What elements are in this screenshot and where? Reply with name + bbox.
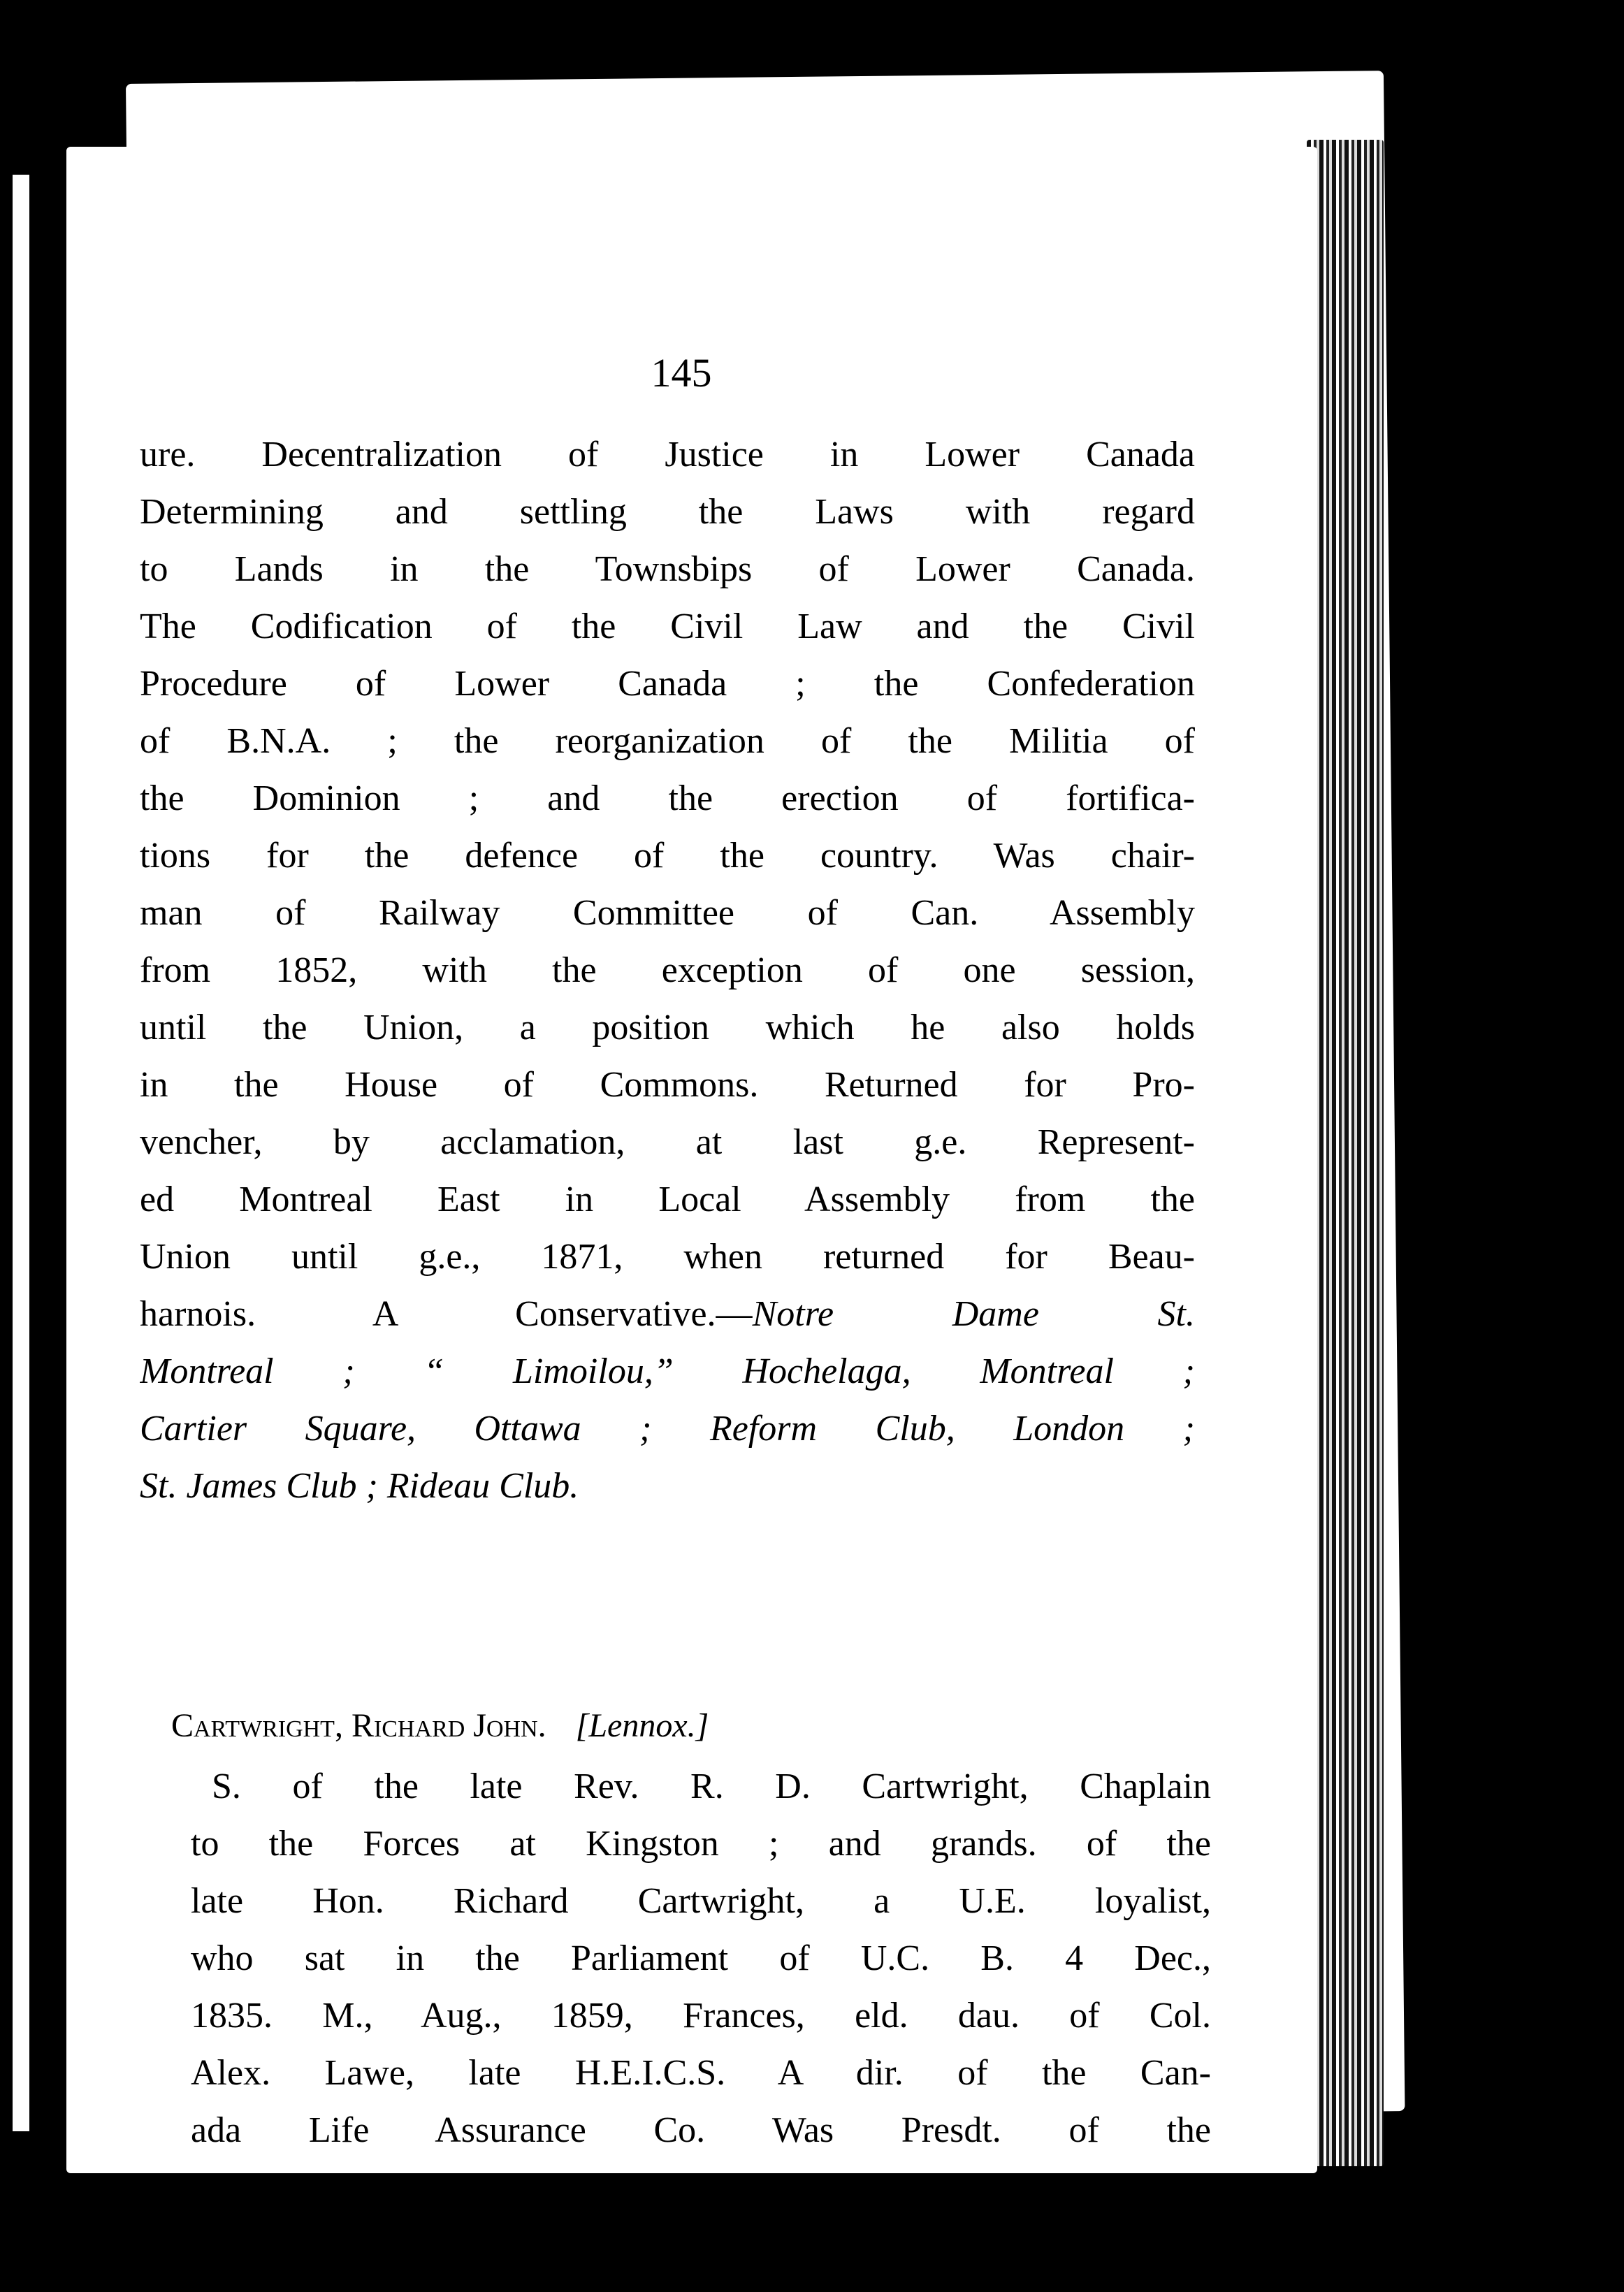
text-line: ure. Decentralization of Justice in Lower Canada xyxy=(140,435,1195,474)
text-line-start: harnois. A Conservative.— xyxy=(140,1294,753,1334)
text-line: late Hon. Richard Cartwright, a U.E. loyalist, xyxy=(191,1881,1211,1921)
member-name: Cartwright, Richard John. xyxy=(171,1707,546,1744)
text-line: the Dominion ; and the erection of fortifica- xyxy=(140,778,1195,818)
residence-line: Montreal ; “ Limoilou,” Hochelaga, Montreal ; xyxy=(140,1351,1195,1391)
text-line: of B.N.A. ; the reorganization of the Militia of xyxy=(140,721,1195,761)
text-line: man of Railway Committee of Can. Assembly xyxy=(140,893,1195,933)
book-page xyxy=(66,147,1317,2173)
text-line: Union until g.e., 1871, when returned for Beau- xyxy=(140,1237,1195,1277)
text-line: Procedure of Lower Canada ; the Confederation xyxy=(140,664,1195,704)
text-line: The Codification of the Civil Law and the Civil xyxy=(140,607,1195,646)
page-number: 145 xyxy=(651,350,712,396)
text-line: Alex. Lawe, late H.E.I.C.S. A dir. of the Can- xyxy=(191,2053,1211,2093)
residence-start: Notre Dame St. xyxy=(752,1294,1195,1334)
entry-heading xyxy=(171,1702,1219,1750)
constituency: [Lennox.] xyxy=(575,1707,709,1744)
residence-line: Cartier Square, Ottawa ; Reform Club, London ; xyxy=(140,1409,1195,1449)
text-line: from 1852, with the exception of one session, xyxy=(140,950,1195,990)
text-line: vencher, by acclamation, at last g.e. Represent- xyxy=(140,1122,1195,1162)
text-line: who sat in the Parliament of U.C. B. 4 Dec., xyxy=(191,1938,1211,1978)
text-line: 1835. M., Aug., 1859, Frances, eld. dau. of Col. xyxy=(191,1996,1211,2036)
text-line: Determining and settling the Laws with regard xyxy=(140,492,1195,532)
text-line: in the House of Commons. Returned for Pro- xyxy=(140,1065,1195,1105)
text-line: to Lands in the Townsbips of Lower Canada. xyxy=(140,549,1195,589)
page-edge-stack xyxy=(1307,140,1384,2166)
text-line: tions for the defence of the country. Was chair- xyxy=(140,836,1195,876)
text-line: until the Union, a position which he also holds xyxy=(140,1008,1195,1047)
text-line: to the Forces at Kingston ; and grands. of the xyxy=(191,1824,1211,1864)
entry-body xyxy=(191,1757,1211,2159)
text-line: ada Life Assurance Co. Was Presdt. of the xyxy=(191,2110,1211,2150)
text-line: S. of the late Rev. R. D. Cartwright, Chaplain xyxy=(212,1767,1211,1806)
text-line xyxy=(140,1286,1195,1343)
entry-continuation xyxy=(140,426,1195,1515)
residence-line: St. James Club ; Rideau Club. xyxy=(140,1466,579,1506)
text-line: ed Montreal East in Local Assembly from the xyxy=(140,1180,1195,1219)
left-page-edge xyxy=(13,175,29,2131)
